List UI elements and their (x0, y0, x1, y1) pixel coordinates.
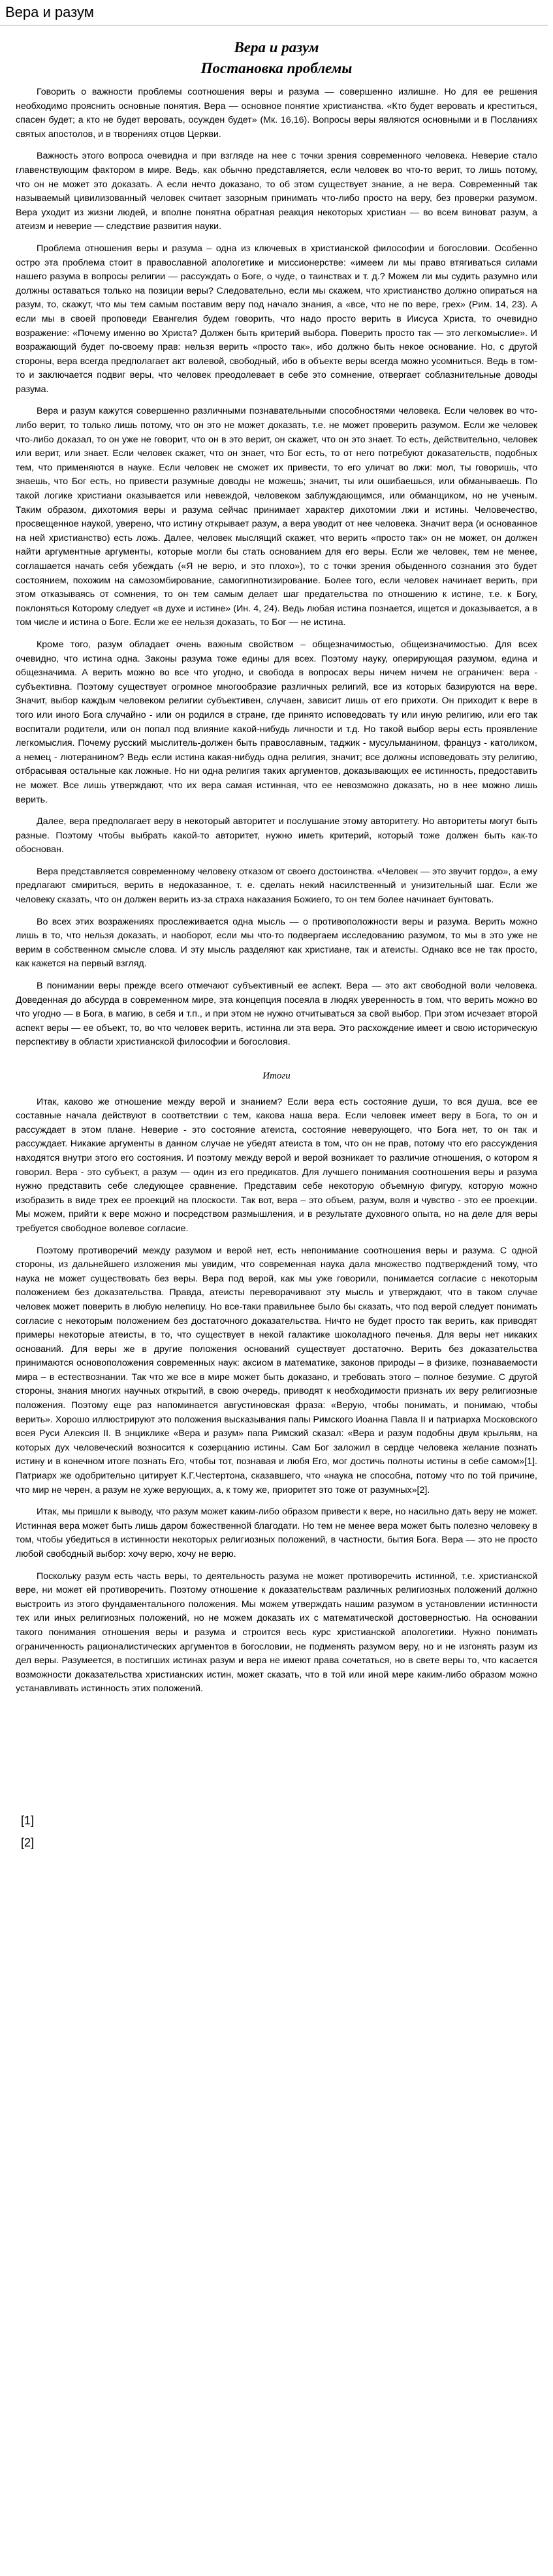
page-title: Вера и разум (0, 0, 548, 25)
paragraph: Важность этого вопроса очевидна и при взгляде на нее с точки зрения современного человека. Неверие стало главенствующим фактором в мире. Ведь, как обычно представляется, если человек во что-то верит, то лишь потому, что он не может это доказать. А если нечто доказано, то об этом существует знание, а не вера. Современный так называемый цивилизованный человек считает зазорным принимать что-либо просто на веру, без проверки разумом. Вера уходит из жизни людей, и вполне понятна обратная реакция некоторых христиан — во всем виноват разум, а атеизм и неверие — следствие развития науки. (16, 151, 537, 232)
paragraph: Поэтому противоречий между разумом и верой нет, есть непонимание соотношения веры и разума. С одной стороны, из дальнейшего изложения мы увидим, что современная наука дала множество подтверждений тому, что наука не может существовать без веры. Вера под верой, как мы уже говорили, понимается согласие с некоторым положением без доказательства. Правда, атеисты переворачивают эту мысль и утверждают, что в таком случае человек может поверить в любую нелепицу. Но все-таки правильнее было бы сказать, что под верой следует понимать согласие с некоторым положением без достаточного доказательства. Ничто не будет просто так верить, как приводят примеры некоторые атеисты, в то, что существует в некой галактике шоколадного печенья. Для веры нет никаких оснований. Для веры же в другие положения оснований существует достаточно. Верить без доказательства принимаются основоположения современных наук: аксиом в математике, законов природы – в физике, познаваемости мира – в естествознании. Так что же все в мире может быть доказано, и требовать этого – полное безумие. С другой стороны, знания многих научных открытий, в свою очередь, приводят к необходимости признать их веру религиозные положения. Поэтому еще раз напоминается августиновская фраза: «Верую, чтобы понимать, и понимаю, чтобы верить». Хорошо иллюстрируют это положения высказывания папы Римского Иоанна Павла II и патриарха Московского всея Руси Алексия II. В энциклике «Вера и разум» папа Римский сказал: «Вера и разум подобны двум крыльям, на которых дух человеческий возносится к созерцанию истины. Сам Бог заложил в сердце человека желание познать истину и в конечном итоге познать Его, чтобы тот, познавая и любя Его, мог достичь полноты истины в себе самом»[1]. Патриарх же одобрительно цитирует К.Г.Честертона, сказавшего, что «наука не способна, потому что по той причине, что мир не черен, а разум не хуже верующих, а, к тому же, приоритет это тоже от разумных»[2]. (16, 1245, 537, 1495)
article-body (0, 25, 553, 1858)
section-heading: Итоги (262, 1071, 291, 1081)
article-heading: Вера и разум (234, 39, 319, 55)
paragraph: Вера и разум кажутся совершенно различными познавательными способностями человека. Если человек во что-либо верит, то только лишь потому, что он это не может доказать, т.е. не может проверить разумом. Если же человек что-либо доказал, то он уже не говорит, что он в это верит, он скажет, что он это знает. То есть, действительно, человек или верит, или знает. Если человек скажет, что он знает, что Бог есть, то от него потребуют доказательств, подобных тем, что применяются в науке. Если человек не сможет их привести, то его уличат во лжи: мол, ты говоришь, что знаешь, что Бог есть, но привести разумные доводы не можешь; значит, ты или ошибаешься, или обманываешь. По такой логике христиани оказывается или невеждой, человеком заблуждающимся, или обманщиком, но не ученым. Таким образом, дихотомия веры и разума сейчас принимает характер дихотомии лжи и истины. Человечество, просвещенное наукой, уверено, что истину открывает разум, а вера уводит от нее человека. Значит вера (и основанное на ней христианство) есть ложь. Далее, человек мыслящий скажет, что верить «просто так» он не может, он должен найти аргументные аргументы, которые могли бы стать основанием для его веры. Если же человек, тем не менее, соглашается начать себя убеждать («Я не верю, и это плохо»), то с точки зрения обыденного сознания это будет состоянием, похожим на самозомбирование, самогипнотизирование. Более того, если человек начинает верить, при этом отказываясь от сомнения, то он тем самым делает шаг предательства по отношению к истине, т.е. к Богу, поклоняться Которому следует «в духе и истине» (Ин. 4, 24). Ведь любая истина познается, ищется и доказывается, а в том числе и истина о Боге. Если же ее нельзя доказать, то Бог — не истина. (16, 406, 537, 628)
article-subheading: Постановка проблемы (200, 60, 353, 76)
paragraph: Вера представляется современному человеку отказом от своего достоинства. «Человек — это звучит гордо», а ему предлагают смириться, верить в недоказанное, т. е. сделать некий насилственный и унизительный шаг. Если же человеку сказать, что он должен верить из-за страха наказания Божиего, то он тем более начинает бунтовать. (16, 866, 537, 906)
paragraph: Итак, мы пришли к выводу, что разум может каким-либо образом привести к вере, но насильно дать веру не может. Истинная вера может быть лишь даром божественной благодати. Но тем не менее вера может быть полезно человеку в том, чтобы убедиться в истинности некоторых религиозных положений, в частности, бытия Бога. Вера — это не просто любой свободный выбор: хочу верю, хочу не верю. (16, 1507, 537, 1559)
footnote-link[interactable]: [1] (21, 1813, 35, 1827)
footnotes (16, 1814, 537, 1858)
paragraph: Далее, вера предполагает веру в некоторый авторитет и послушание этому авторитету. Но авторитеты могут быть разные. Поэтому чтобы выбрать какой-то авторитет, нужно иметь критерий, который тоже должен быть как-то обоснован. (16, 816, 537, 855)
paragraph: Проблема отношения веры и разума – одна из ключевых в христианской философии и богословии. Особенно остро эта проблема стоит в православной апологетике и миссионерстве: «имеем ли мы право втягиваться силами нашего разума в вопросы религии — рассуждать о Боге, о чуде, о таинствах и т. д.? Можем ли мы судить разумно или должны оставаться только на позиции веры? Следовательно, если мы скажем, что христианство должно опираться на разум, то, скажут, что мы тем самым поставим веру под начало знания, а «все, что не по вере, грех» (Рим. 14, 23). А если мы в своей проповеди Евангелия будем говорить, что надо просто верить в Иисуса Христа, то очевидно возражение: «Почему именно во Христа? Должен быть критерий выбора. Поверить просто так — это легкомыслие». И возражающий будет по-своему прав: нельзя верить «просто так», ибо должно быть некое основание. Но, с другой стороны, вера всегда предполагает акт волевой, свободный, ибо в объекте веры всегда можно усомниться. Ведь в том-то и заключается подвиг веры, что человек преодолевает в себе это сомнение, отвергает соблазнительные доводы разума. (16, 243, 537, 395)
paragraph: Поскольку разум есть часть веры, то деятельность разума не может противоречить истинной, т.е. христианской вере, ни может ей противоречить. Поэтому отношение к доказательствам различных религиозных положений должно выстроить из этого фундаментального положения. Мы можем утверждать нашим разумом в установлении истинности тех или иных религиозных положений, но не можем доказать их с математической достоверностью. На основании такого понимания отношения веры и разума и строится весь курс христианской апологетики. Нужно понимать ограниченность рационалистических аргументов в богословии, не подменять разумом веру, но и не изгонять разум из дел веры. Разумеется, в постигших истинах разум и вера не имеют права сочетаться, но в свете веры то, что касается возможности доказательства христианских истин, может сказать, что в той или иной мере каким-либо образом можно устанавливать истинность этих положений. (16, 1571, 537, 1694)
paragraph: Говорить о важности проблемы соотношения веры и разума — совершенно излишне. Но для ее решения необходимо прояснить основные понятия. Вера — основное понятие христианства. «Кто будет веровать и креститься, спасен будет; а кто не будет веровать, осужден будет» (Мк. 16,16). Вопросы веры являются основными и в Посланиях святых апостолов, и в творениях отцов Церкви. (16, 87, 537, 140)
footnote-link[interactable]: [2] (21, 1835, 35, 1849)
paragraph: Кроме того, разум обладает очень важным свойством – общезначимостью, общеизначимостью. Для всех очевидно, что истина одна. Законы разума тоже едины для всех. Поэтому науку, оперирующая разумом, едина и общезначима. А верить можно во все что угодно, и свобода в вопросах веры ничем ничем не ограничен: вера - субъективна. Поэтому существует огромное многообразие различных религий, все из которых базируются на вере. Значит, выбор каждым человеком религии субъективен, случаен, зависит лишь от его прихоти. Он приходит к вере в того или иного Бога случайно - или он родился в стране, где принято исповедовать ту или иную религию, или его так воспитали родители, или он попал под влияние какой-нибудь личности и т.д. Но такой выбор веры есть проявление легкомыслия. Почему русский мыслитель-должен быть православным, таджик - мусульманином, француз - католиком, а немец - лютеранином? Ведь если истина какая-нибудь одна религия, значит; все должны исповедовать эту религию, отбрасывая остальные как ложные. Но ни одна религия таких аргументов, доказывающих ее истинность, предоставить не может. Все лишь утверждают, что их вера самая истинная, что ее невозможно доказать, но в нее можно лишь верить. (16, 639, 537, 805)
paragraph: В понимании веры прежде всего отмечают субъективный ее аспект. Вера — это акт свободной воли человека. Доведенная до абсурда в современном мире, эта концепция посеяла в людях уверенность в том, что верить можно во что угодно — в Бога, в магию, в себя и т.п., и при этом не нужно отчитываться за свой выбор. При этом исчезает второй аспект веры — ее объект, то, во что человек верить, истинна ли эта вера. Это расхождение имеет и свою историческую перспективу в области христианской философии и богословия. (16, 981, 537, 1048)
paragraph: Во всех этих возражениях прослеживается одна мысль — о противоположности веры и разума. Верить можно лишь в то, что нельзя доказать, и наоборот, если мы что-то подвергаем исследованию разумом, то мы в это уже не верим в собственном смысле слова. И эту мысль разделяют как христиане, так и атеисты. Однако все не так просто, как кажется на первый взгляд. (16, 916, 537, 970)
paragraph: Итак, каково же отношение между верой и знанием? Если вера есть состояние души, то вся душа, все ее составные начала действуют в соответствии с тем, какова наша вера. Если человек имеет веру в Бога, то он и рассуждает в этом плане. Неверие - это состояние атеиста, состояние неверующего, что Бога нет, то он так и рассуждает. Никакие аргументы в данном случае не убедят атеиста в том, что он не прав, потому что его рассуждения находятся внутри этого его состояния. И поэтому между верой и верой возникает то различие отношения, о котором я говорил. Вера - это субъект, а разум — один из его предикатов. Для лучшего понимания соотношения веры и разума нужно представить себе следующее сравнение. Представим себе некоторую объемную фигуру, которую можно изобразить в виде трех ее проекций на плоскости. Так вот, вера – это объем, разум, воля и чувство - это ее проекции. Мы можем, прийти к вере можно и посредством размышления, и в результате духовного опыта, но на деле для веры требуется свободное волевое согласие. (16, 1096, 537, 1234)
